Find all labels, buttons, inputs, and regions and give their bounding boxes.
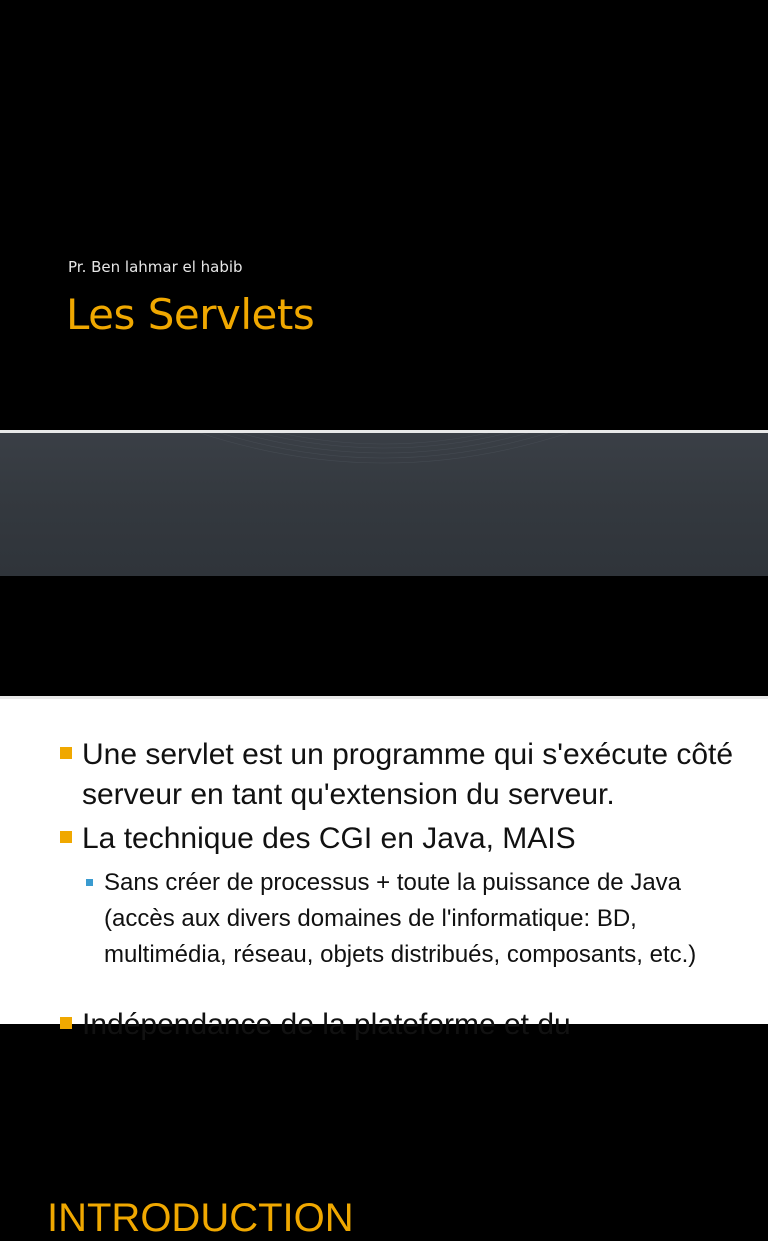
bullet-item-partial (60, 1005, 750, 1045)
bullet-item (60, 735, 750, 815)
square-bullet-icon (60, 747, 72, 759)
section-title: INTRODUCTION (47, 1196, 354, 1240)
author-text: Pr. Ben lahmar el habib (68, 258, 243, 276)
decorative-band (0, 433, 768, 576)
band-pattern (0, 433, 768, 576)
bullet-item (60, 819, 750, 859)
square-bullet-icon (60, 831, 72, 843)
sub-bullet-item (86, 865, 746, 973)
slide-title: Les Servlets (66, 290, 315, 339)
sub-bullet-text: Sans créer de processus + toute la puissance de Java (accès aux divers domaines de l'informatique: BD, multimédia, réseau, objets distribués, composants, etc.) (104, 869, 697, 968)
title-slide (0, 0, 768, 430)
bullet-text: La technique des CGI en Java, MAIS (82, 822, 576, 855)
square-bullet-icon (60, 1017, 72, 1029)
bullet-text: Une servlet est un programme qui s'exécute côté serveur en tant qu'extension du serveur. (82, 738, 734, 811)
slide-content (0, 699, 768, 1041)
small-square-bullet-icon (86, 879, 93, 886)
bullet-text: Indépendance de la plateforme et du (82, 1008, 571, 1041)
